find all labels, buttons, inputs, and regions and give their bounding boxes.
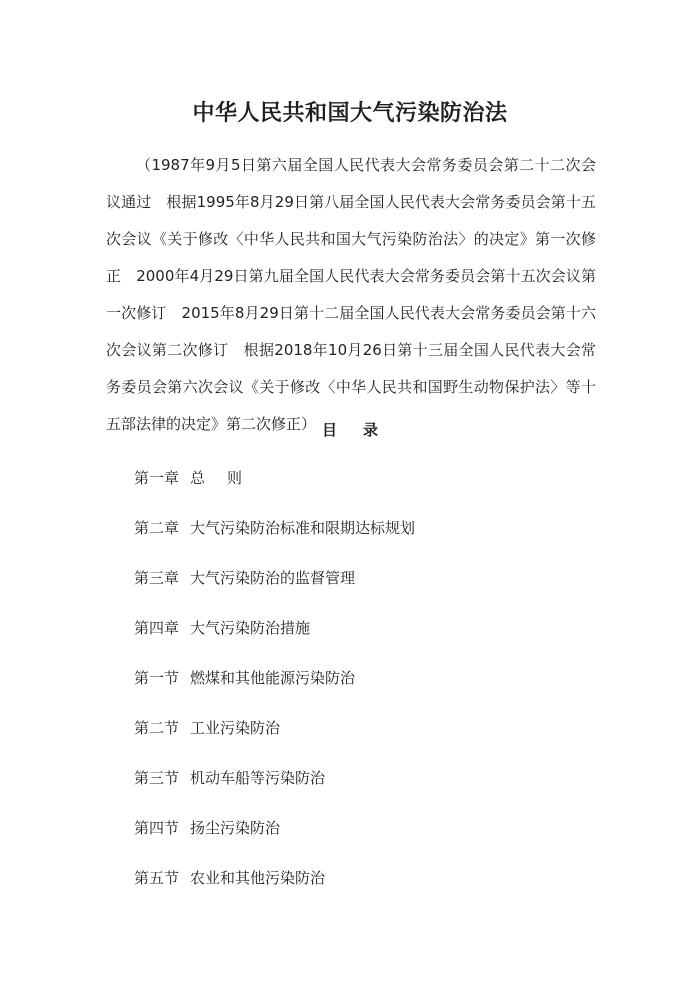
document-title: 中华人民共和国大气污染防治法 xyxy=(192,101,508,126)
toc-entry-number: 第一节 xyxy=(134,669,180,687)
toc-entry-title: 农业和其他污染防治 xyxy=(190,869,326,887)
toc-entry-chapter-1 xyxy=(134,464,594,514)
toc-entry-section-2 xyxy=(134,714,594,764)
toc-entry-title: 大气污染防治标准和限期达标规划 xyxy=(190,519,416,537)
toc-entry-number: 第一章 xyxy=(134,469,180,487)
toc-entry-title: 燃煤和其他能源污染防治 xyxy=(190,669,356,687)
table-of-contents xyxy=(134,464,594,914)
toc-entry-number: 第二节 xyxy=(134,719,180,737)
adoption-history-note: （1987年9月5日第六届全国人民代表大会常务委员会第二十二次会议通过 根据1995年8月29日第八届全国人民代表大会常务委员会第十五次会议《关于修改〈中华人民共和国大气污染防治法〉的决定》第一次修正 2000年4月29日第九届全国人民代表大会常务委员会第十五次会议第一次修订 2015年8月29日第十二届全国人民代表大会常务委员会第十六次会议第二次修订 根据2018年10月26日第十三届全国人民代表大会常务委员会第六次会议《关于修改〈中华人民共和国野生动物保护法〉等十五部法律的决定》第二次修正） xyxy=(106,156,596,433)
toc-entry-title: 大气污染防治措施 xyxy=(190,619,311,637)
toc-entry-number: 第三节 xyxy=(134,769,180,787)
table-of-contents-heading xyxy=(0,416,700,444)
toc-entry-section-5 xyxy=(134,864,594,914)
toc-entry-chapter-3 xyxy=(134,564,594,614)
toc-entry-chapter-4 xyxy=(134,614,594,664)
toc-entry-number: 第二章 xyxy=(134,519,180,537)
toc-entry-title: 总则 xyxy=(190,469,265,487)
toc-entry-title: 扬尘污染防治 xyxy=(190,819,281,837)
toc-entry-section-1 xyxy=(134,664,594,714)
toc-entry-section-4 xyxy=(134,814,594,864)
toc-entry-number: 第四章 xyxy=(134,619,180,637)
toc-entry-number: 第四节 xyxy=(134,819,180,837)
toc-heading-second-char: 录 xyxy=(363,421,379,439)
toc-heading-first-char: 目 xyxy=(321,421,337,439)
toc-entry-section-3 xyxy=(134,764,594,814)
toc-entry-title: 工业污染防治 xyxy=(190,719,281,737)
toc-entry-title: 大气污染防治的监督管理 xyxy=(190,569,356,587)
toc-entry-number: 第五节 xyxy=(134,869,180,887)
toc-entry-title: 机动车船等污染防治 xyxy=(190,769,326,787)
toc-entry-chapter-2 xyxy=(134,514,594,564)
toc-entry-number: 第三章 xyxy=(134,569,180,587)
